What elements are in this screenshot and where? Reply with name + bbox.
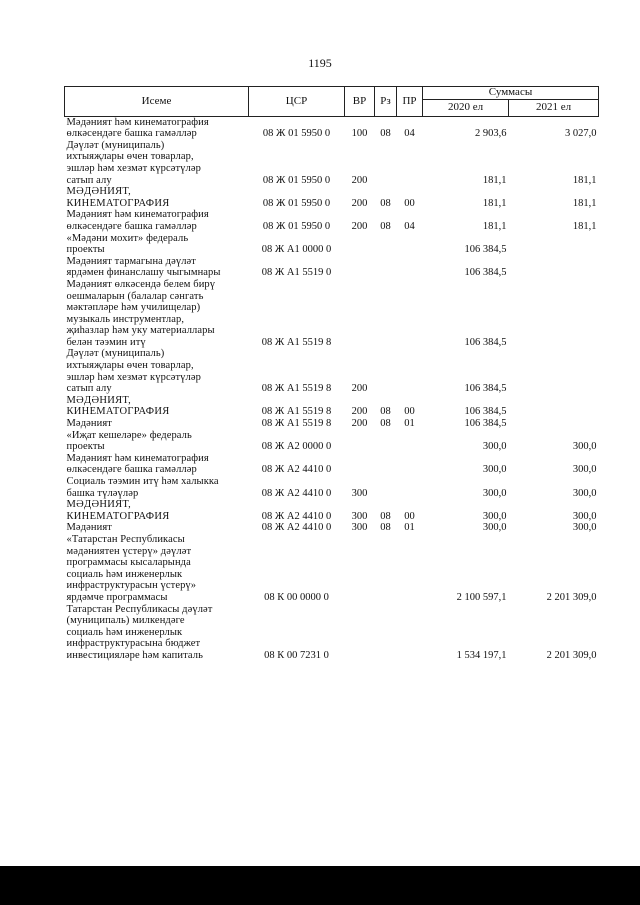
table-row xyxy=(65,348,599,394)
row-amount-2020: 106 384,5 xyxy=(464,244,507,256)
row-pr: 00 xyxy=(404,197,415,209)
row-vr: 300 xyxy=(351,487,368,499)
row-amount-2020: 300,0 xyxy=(482,441,507,453)
row-name-text: Социаль тәэмин итү һәм халыкка башка түләүләр xyxy=(66,476,219,499)
row-pr xyxy=(397,476,423,499)
row-rz xyxy=(375,279,397,349)
row-amount-2020: 106 384,5 xyxy=(464,383,507,395)
row-amount-2020: 106 384,5 xyxy=(464,267,507,279)
row-name xyxy=(65,522,249,534)
row-vr: 200 xyxy=(351,197,368,209)
row-amount-2020: 181,1 xyxy=(482,197,507,209)
row-rz: 08 xyxy=(380,128,391,140)
row-rz: 08 xyxy=(380,510,391,522)
row-name xyxy=(65,453,249,476)
row-name-text: Дәүләт (муниципаль) ихтыяҗлары өчен товарлар, эшләр һәм хезмәт күрсәтүләр сатып алу xyxy=(66,348,201,395)
row-csr-code: 08 К 00 0000 0 xyxy=(264,591,329,603)
row-csr-code: 08 Ж 01 5950 0 xyxy=(262,128,331,140)
row-name-text: Мәдәният һәм кинематография өлкәсендәге башка гамәлләр xyxy=(66,209,209,232)
row-csr-code: 08 Ж А1 5519 8 xyxy=(261,336,332,348)
table-row xyxy=(65,186,599,209)
row-name-text: «Иҗат кешеләре» федераль проекты xyxy=(66,429,192,453)
row-vr xyxy=(345,279,375,349)
row-amount-2021: 181,1 xyxy=(572,220,597,232)
row-rz xyxy=(375,348,397,394)
row-pr: 00 xyxy=(404,510,415,522)
row-vr xyxy=(345,233,375,256)
row-pr: 04 xyxy=(404,128,415,140)
row-csr-code: 08 Ж А1 5519 8 xyxy=(261,383,332,395)
table-body xyxy=(65,116,599,661)
table-row xyxy=(65,279,599,349)
row-amount-2020: 181,1 xyxy=(482,220,507,232)
row-vr: 300 xyxy=(351,510,368,522)
header-rz: Рз xyxy=(375,87,397,117)
row-name xyxy=(65,604,249,662)
scan-bottom-edge xyxy=(0,866,640,905)
table-row xyxy=(65,499,599,522)
table-row xyxy=(65,453,599,476)
header-csr: ЦСР xyxy=(249,87,345,117)
row-name xyxy=(65,279,249,349)
row-rz xyxy=(375,233,397,256)
row-amount-2021: 2 201 309,0 xyxy=(546,591,597,603)
header-sums: Суммасы xyxy=(423,87,599,100)
row-amount-2020: 300,0 xyxy=(482,522,507,534)
page-number: 1195 xyxy=(308,56,332,70)
row-pr: 01 xyxy=(404,522,415,534)
row-vr: 200 xyxy=(351,383,368,395)
row-name xyxy=(65,233,249,256)
row-csr-code: 08 Ж 01 5950 0 xyxy=(262,220,331,232)
row-amount-2020: 106 384,5 xyxy=(464,418,507,430)
row-name xyxy=(65,348,249,394)
row-pr xyxy=(397,140,423,186)
row-amount-2021: 2 201 309,0 xyxy=(546,649,597,661)
row-name-text: МӘДӘНИЯТ, КИНЕМАТОГРАФИЯ xyxy=(66,499,170,522)
row-name xyxy=(65,418,249,430)
row-rz: 08 xyxy=(380,522,391,534)
row-name xyxy=(65,395,249,418)
table-row xyxy=(65,476,599,499)
row-name-text: Мәдәният һәм кинематография өлкәсендәге башка гамәлләр xyxy=(66,116,209,140)
row-name-text: Мәдәният xyxy=(66,418,112,430)
row-amount-2020: 1 534 197,1 xyxy=(456,649,507,661)
table-row xyxy=(65,604,599,662)
row-amount-2020: 2 100 597,1 xyxy=(456,591,507,603)
row-amount-2021: 3 027,0 xyxy=(565,128,597,140)
table-row xyxy=(65,116,599,140)
table-row xyxy=(65,534,599,604)
row-amount-2021: 300,0 xyxy=(572,487,597,499)
row-name xyxy=(65,476,249,499)
row-name-text: МӘДӘНИЯТ, КИНЕМАТОГРАФИЯ xyxy=(66,394,170,418)
row-pr xyxy=(397,453,423,476)
header-2020: 2020 ел xyxy=(423,99,509,116)
row-amount-2020: 300,0 xyxy=(482,487,507,499)
row-name-text: «Мәдәни мохит» федераль проекты xyxy=(66,232,189,256)
row-vr xyxy=(345,534,375,604)
row-pr: 00 xyxy=(404,406,415,418)
row-name-text: «Татарстан Республикасы мәдәниятен үстерү» дәүләт программасы кысаларында социаль һәм инженерлык инфраструктурасын үстерү» ярдәмче программасы xyxy=(66,533,197,603)
row-vr: 100 xyxy=(351,128,368,140)
row-csr-code: 08 Ж А1 5519 0 xyxy=(261,267,332,279)
row-name xyxy=(65,256,249,279)
row-amount-2021: 300,0 xyxy=(572,510,597,522)
row-amount-2020: 181,1 xyxy=(482,174,507,186)
row-vr xyxy=(345,453,375,476)
row-rz: 08 xyxy=(380,220,391,232)
row-csr-code: 08 Ж А1 0000 0 xyxy=(261,244,332,256)
row-name-text: Дәүләт (муниципаль) ихтыяҗлары өчен товарлар, эшләр һәм хезмәт күрсәтүләр сатып алу xyxy=(66,139,201,186)
table-row xyxy=(65,522,599,534)
row-pr: 01 xyxy=(404,418,415,430)
row-csr-code: 08 Ж А2 4410 0 xyxy=(261,487,332,499)
table-row xyxy=(65,395,599,418)
row-rz xyxy=(375,256,397,279)
row-csr-code: 08 Ж А1 5519 8 xyxy=(261,418,332,430)
row-csr-code: 08 К 00 7231 0 xyxy=(264,649,329,661)
row-pr xyxy=(397,430,423,453)
row-amount-2021 xyxy=(509,279,599,349)
row-csr-code: 08 Ж А2 4410 0 xyxy=(261,464,332,476)
row-pr xyxy=(397,256,423,279)
row-vr: 200 xyxy=(351,220,368,232)
row-rz xyxy=(375,604,397,662)
row-csr-code: 08 Ж А1 5519 8 xyxy=(261,406,332,418)
row-name xyxy=(65,209,249,232)
row-amount-2020: 300,0 xyxy=(482,464,507,476)
row-amount-2020: 106 384,5 xyxy=(464,336,507,348)
budget-table xyxy=(64,86,599,662)
row-amount-2021: 300,0 xyxy=(572,522,597,534)
row-name xyxy=(65,186,249,209)
row-rz: 08 xyxy=(380,197,391,209)
row-amount-2021 xyxy=(509,395,599,418)
row-csr-code: 08 Ж А2 4410 0 xyxy=(261,522,332,534)
header-vr: ВР xyxy=(345,87,375,117)
row-pr xyxy=(397,604,423,662)
row-name-text: Мәдәният һәм кинематография өлкәсендәге башка гамәлләр xyxy=(66,452,209,476)
row-amount-2021 xyxy=(509,418,599,430)
row-name xyxy=(65,534,249,604)
row-amount-2020: 300,0 xyxy=(482,510,507,522)
row-amount-2021: 300,0 xyxy=(572,441,597,453)
row-amount-2020: 106 384,5 xyxy=(464,406,507,418)
row-name-text: Татарстан Республикасы дәүләт (муниципаль) милкендәге социаль һәм инженерлык инфраструктурасына бюджет инвестицияләре һәм капиталь xyxy=(66,603,213,661)
row-rz xyxy=(375,140,397,186)
row-name xyxy=(65,430,249,453)
table-row xyxy=(65,418,599,430)
table-row xyxy=(65,140,599,186)
row-pr: 04 xyxy=(404,220,415,232)
table-row xyxy=(65,233,599,256)
row-name-text: Мәдәният xyxy=(66,522,112,534)
row-vr xyxy=(345,604,375,662)
row-rz xyxy=(375,534,397,604)
row-name xyxy=(65,116,249,140)
row-name-text: Мәдәният өлкәсендә белем бирү оешмаларын (балалар сәнгать мәктәпләре һәм училищелар) музыкаль инструментлар, җиһазлар һәм уку материаллары белән тәэмин итү xyxy=(66,278,216,348)
row-vr: 300 xyxy=(351,522,368,534)
row-amount-2021 xyxy=(509,233,599,256)
row-name xyxy=(65,499,249,522)
row-rz xyxy=(375,476,397,499)
row-amount-2021: 181,1 xyxy=(572,197,597,209)
row-amount-2021 xyxy=(509,348,599,394)
row-amount-2021 xyxy=(509,256,599,279)
row-name xyxy=(65,140,249,186)
row-vr xyxy=(345,256,375,279)
row-rz xyxy=(375,453,397,476)
row-name-text: МӘДӘНИЯТ, КИНЕМАТОГРАФИЯ xyxy=(66,186,170,209)
row-csr-code: 08 Ж А2 0000 0 xyxy=(261,441,332,453)
row-pr xyxy=(397,279,423,349)
header-name: Исеме xyxy=(65,87,249,117)
table-row xyxy=(65,209,599,232)
row-csr-code: 08 Ж 01 5950 0 xyxy=(262,174,331,186)
row-amount-2020: 2 903,6 xyxy=(475,128,507,140)
row-pr xyxy=(397,348,423,394)
table-row xyxy=(65,430,599,453)
row-vr xyxy=(345,430,375,453)
row-pr xyxy=(397,534,423,604)
row-vr: 200 xyxy=(351,174,368,186)
row-rz: 08 xyxy=(380,418,391,430)
row-amount-2021: 181,1 xyxy=(572,174,597,186)
row-amount-2021: 300,0 xyxy=(572,464,597,476)
row-rz xyxy=(375,430,397,453)
row-vr: 200 xyxy=(351,406,368,418)
row-csr-code: 08 Ж А2 4410 0 xyxy=(261,510,332,522)
row-vr: 200 xyxy=(351,418,368,430)
row-name-text: Мәдәният тармагына дәүләт ярдәмен финанслашу чыгымнары xyxy=(66,255,221,279)
row-pr xyxy=(397,233,423,256)
row-csr-code: 08 Ж 01 5950 0 xyxy=(262,197,331,209)
table-row xyxy=(65,256,599,279)
header-pr: ПР xyxy=(397,87,423,117)
row-rz: 08 xyxy=(380,406,391,418)
header-2021: 2021 ел xyxy=(509,99,599,116)
